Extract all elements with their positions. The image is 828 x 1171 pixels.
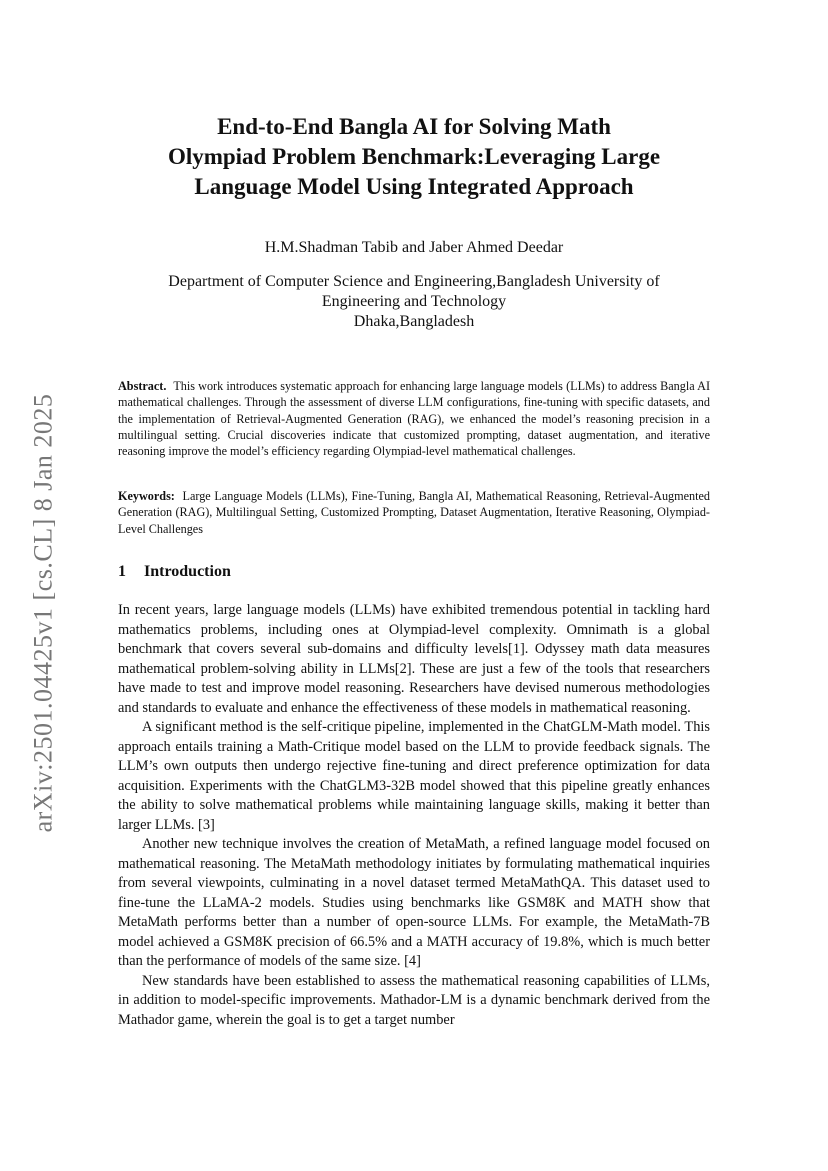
abstract-label: Abstract. <box>118 379 167 393</box>
section-heading <box>118 563 231 581</box>
title-line: Olympiad Problem Benchmark:Leveraging Large <box>167 144 661 169</box>
keywords-label: Keywords: <box>118 489 175 503</box>
keywords-text: Large Language Models (LLMs), Fine-Tuning, Bangla AI, Mathematical Reasoning, Retrieval-Augmented Generation (RAG), Multilingual Setting, Customized Prompting, Dataset Augmentation, Iterative Reasoning, Olympiad-Level Challenges <box>118 489 710 536</box>
abstract-text: This work introduces systematic approach for enhancing large language models (LLMs) to address Bangla AI mathematical challenges. Through the assessment of diverse LLM configurations, fine-tuning with specific datasets, and the implementation of Retrieval-Augmented Generation (RAG), we enhanced the model’s reasoning precision in a multilingual setting. Crucial discoveries indicate that customized prompting, dataset augmentation, and iterative reasoning improve the model’s efficiency regarding Olympiad-level mathematical challenges. <box>118 379 710 459</box>
affiliation-line: Engineering and Technology <box>321 293 507 310</box>
section-title: Introduction <box>144 563 231 580</box>
paragraph: Another new technique involves the creation of MetaMath, a refined language model focused on mathematical reasoning. The MetaMath methodology initiates by formulating mathematical inquiries from several viewpoints, culminating in a novel dataset termed MetaMathQA. This dataset used to fine-tune the LLaMA-2 models. Studies using benchmarks like GSM8K and MATH show that MetaMath performs better than a number of open-source LLMs. For example, the MetaMath-7B model achieved a GSM8K precision of 66.5% and a MATH accuracy of 19.8%, which is much better than the performance of models of the same size. [4] <box>118 836 710 969</box>
keywords <box>118 488 710 537</box>
body-text <box>118 601 710 1030</box>
paragraph: A significant method is the self-critique pipeline, implemented in the ChatGLM-Math model. This approach entails training a Math-Critique model based on the LLM to provide feedback signals. The LLM’s own outputs then undergo rejective fine-tuning and direct preference optimization for data acquisition. Experiments with the ChatGLM3-32B model showed that this pipeline greatly enhances the ability to solve mathematical problems while maintaining language skills, making it better than larger LLMs. [3] <box>118 719 710 833</box>
affiliation-line: Dhaka,Bangladesh <box>353 313 475 330</box>
section-number: 1 <box>118 563 126 580</box>
title-line: Language Model Using Integrated Approach <box>194 174 634 199</box>
authors: H.M.Shadman Tabib and Jaber Ahmed Deedar <box>264 239 564 256</box>
title-line: End-to-End Bangla AI for Solving Math <box>217 114 611 139</box>
abstract <box>118 378 710 459</box>
arxiv-identifier <box>20 378 66 848</box>
paper-title <box>110 112 718 202</box>
paragraph: New standards have been established to assess the mathematical reasoning capabilities of LLMs, in addition to model-specific improvements. Mathador-LM is a dynamic benchmark derived from the Mathador game, wherein the goal is to get a target number <box>118 972 710 1028</box>
arxiv-identifier-text: arXiv:2501.04425v1 [cs.CL] 8 Jan 2025 <box>28 393 57 833</box>
affiliation-line: Department of Computer Science and Engineering,Bangladesh University of <box>168 273 660 290</box>
paragraph: In recent years, large language models (LLMs) have exhibited tremendous potential in tackling hard mathematics problems, including ones at Olympiad-level complexity. Omnimath is a global benchmark that covers several sub-domains and difficulty levels[1]. Odyssey math data measures mathematical problem-solving ability in LLMs[2]. These are just a few of the tools that researchers have made to test and improve model reasoning. Researchers have devised numerous methodologies and standards to evaluate and enhance the effectiveness of these models in mathematical reasoning. <box>118 602 710 716</box>
affiliation <box>120 272 708 332</box>
